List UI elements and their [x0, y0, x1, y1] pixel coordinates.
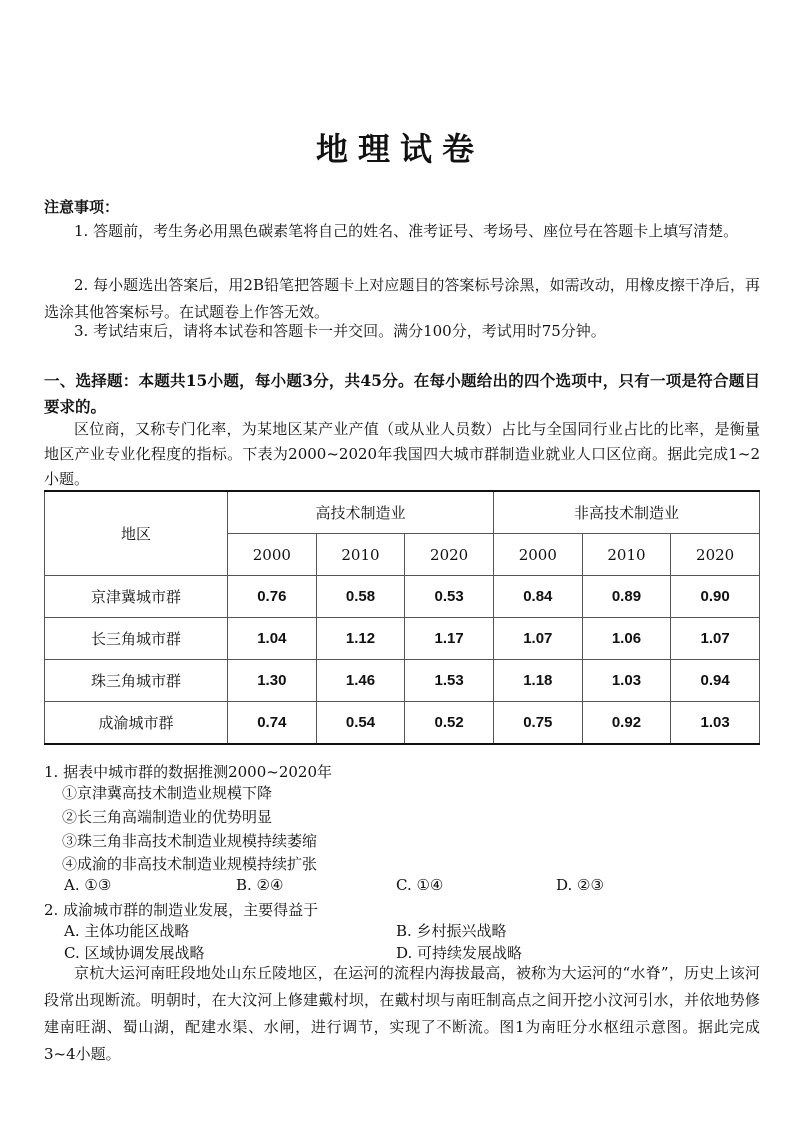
- q1-choice-b[interactable]: B. ②④: [236, 876, 284, 894]
- q2-choice-b[interactable]: B. 乡村振兴战略: [396, 922, 507, 940]
- q1-statement: ②长三角高端制造业的优势明显: [62, 808, 273, 826]
- value-cell: 1.03: [671, 702, 760, 745]
- region-cell: 京津冀城市群: [45, 576, 228, 618]
- question-1-stem: 1. 据表中城市群的数据推测2000~2020年: [44, 763, 332, 781]
- value-cell: 1.06: [582, 618, 671, 660]
- value-cell: 0.76: [228, 576, 317, 618]
- value-cell: 1.07: [493, 618, 582, 660]
- note-item: 2. 每小题选出答案后，用2B铅笔把答题卡上对应题目的答案标号涂黑，如需改动，用橡皮擦干净后，再选涂其他答案标号。在试题卷上作答无效。: [44, 276, 760, 321]
- year-header: 2010: [582, 534, 671, 576]
- year-header: 2020: [671, 534, 760, 576]
- region-cell: 成渝城市群: [45, 702, 228, 745]
- value-cell: 0.74: [228, 702, 317, 745]
- value-cell: 0.75: [493, 702, 582, 745]
- table-row: [45, 660, 760, 702]
- value-cell: 1.03: [582, 660, 671, 702]
- value-cell: 0.58: [316, 576, 405, 618]
- page-title: 地理试卷: [315, 130, 484, 168]
- q1-statement: ④成渝的非高技术制造业规模持续扩张: [62, 855, 318, 873]
- passage-intro: 区位商，又称专门化率，为某地区某产业产值（或从业人员数）占比与全国同行业占比的比率，是衡量地区产业专业化程度的指标。下表为2000~2020年我国四大城市群制造业就业人口区位商。据此完成1~2小题。: [44, 420, 760, 488]
- value-cell: 1.07: [671, 618, 760, 660]
- q2-choice-c[interactable]: C. 区域协调发展战略: [64, 944, 205, 962]
- region-header: 地区: [45, 491, 228, 576]
- note-item: 1. 答题前，考生务必用黑色碳素笔将自己的姓名、准考证号、考场号、座位号在答题卡上填写清楚。: [74, 222, 739, 240]
- value-cell: 0.90: [671, 576, 760, 618]
- year-header: 2000: [493, 534, 582, 576]
- value-cell: 1.18: [493, 660, 582, 702]
- year-header: 2010: [316, 534, 405, 576]
- location-quotient-table: [44, 490, 760, 745]
- value-cell: 0.54: [316, 702, 405, 745]
- group-header: 非高技术制造业: [493, 491, 759, 534]
- year-header: 2020: [405, 534, 494, 576]
- value-cell: 0.53: [405, 576, 494, 618]
- value-cell: 0.92: [582, 702, 671, 745]
- value-cell: 1.46: [316, 660, 405, 702]
- section-heading: 一、选择题：本题共15小题，每小题3分，共45分。在每小题给出的四个选项中，只有一项是符合题目要求的。: [44, 371, 760, 416]
- table-row: [45, 576, 760, 618]
- q1-statement: ③珠三角非高技术制造业规模持续萎缩: [62, 832, 318, 850]
- value-cell: 0.84: [493, 576, 582, 618]
- q1-choice-d[interactable]: D. ②③: [556, 876, 604, 894]
- region-cell: 珠三角城市群: [45, 660, 228, 702]
- note-item: 3. 考试结束后，请将本试卷和答题卡一并交回。满分100分，考试用时75分钟。: [74, 322, 606, 340]
- region-cell: 长三角城市群: [45, 618, 228, 660]
- table-row: [45, 702, 760, 745]
- q1-choice-c[interactable]: C. ①④: [396, 876, 444, 894]
- q1-statement: ①京津冀高技术制造业规模下降: [62, 784, 273, 802]
- value-cell: 1.53: [405, 660, 494, 702]
- value-cell: 0.89: [582, 576, 671, 618]
- value-cell: 0.52: [405, 702, 494, 745]
- q1-choice-a[interactable]: A. ①③: [64, 876, 112, 894]
- year-header: 2000: [228, 534, 317, 576]
- q2-choice-a[interactable]: A. 主体功能区战略: [64, 922, 190, 940]
- value-cell: 1.04: [228, 618, 317, 660]
- passage-3-4: 京杭大运河南旺段地处山东丘陵地区，在运河的流程内海拔最高，被称为大运河的“水脊”，历史上该河段常出现断流。明朝时，在大汶河上修建戴村坝，在戴村坝与南旺制高点之间开挖小汶河引水，并依地势修建南旺湖、蜀山湖，配建水渠、水闸，进行调节，实现了不断流。图1为南旺分水枢纽示意图。据此完成3~4小题。: [44, 964, 760, 1063]
- value-cell: 1.17: [405, 618, 494, 660]
- group-header: 高技术制造业: [228, 491, 494, 534]
- value-cell: 1.12: [316, 618, 405, 660]
- q2-choice-d[interactable]: D. 可持续发展战略: [396, 944, 523, 962]
- question-2-stem: 2. 成渝城市群的制造业发展，主要得益于: [44, 901, 319, 919]
- table-row: [45, 618, 760, 660]
- notes-heading: 注意事项：: [44, 198, 120, 216]
- value-cell: 0.94: [671, 660, 760, 702]
- value-cell: 1.30: [228, 660, 317, 702]
